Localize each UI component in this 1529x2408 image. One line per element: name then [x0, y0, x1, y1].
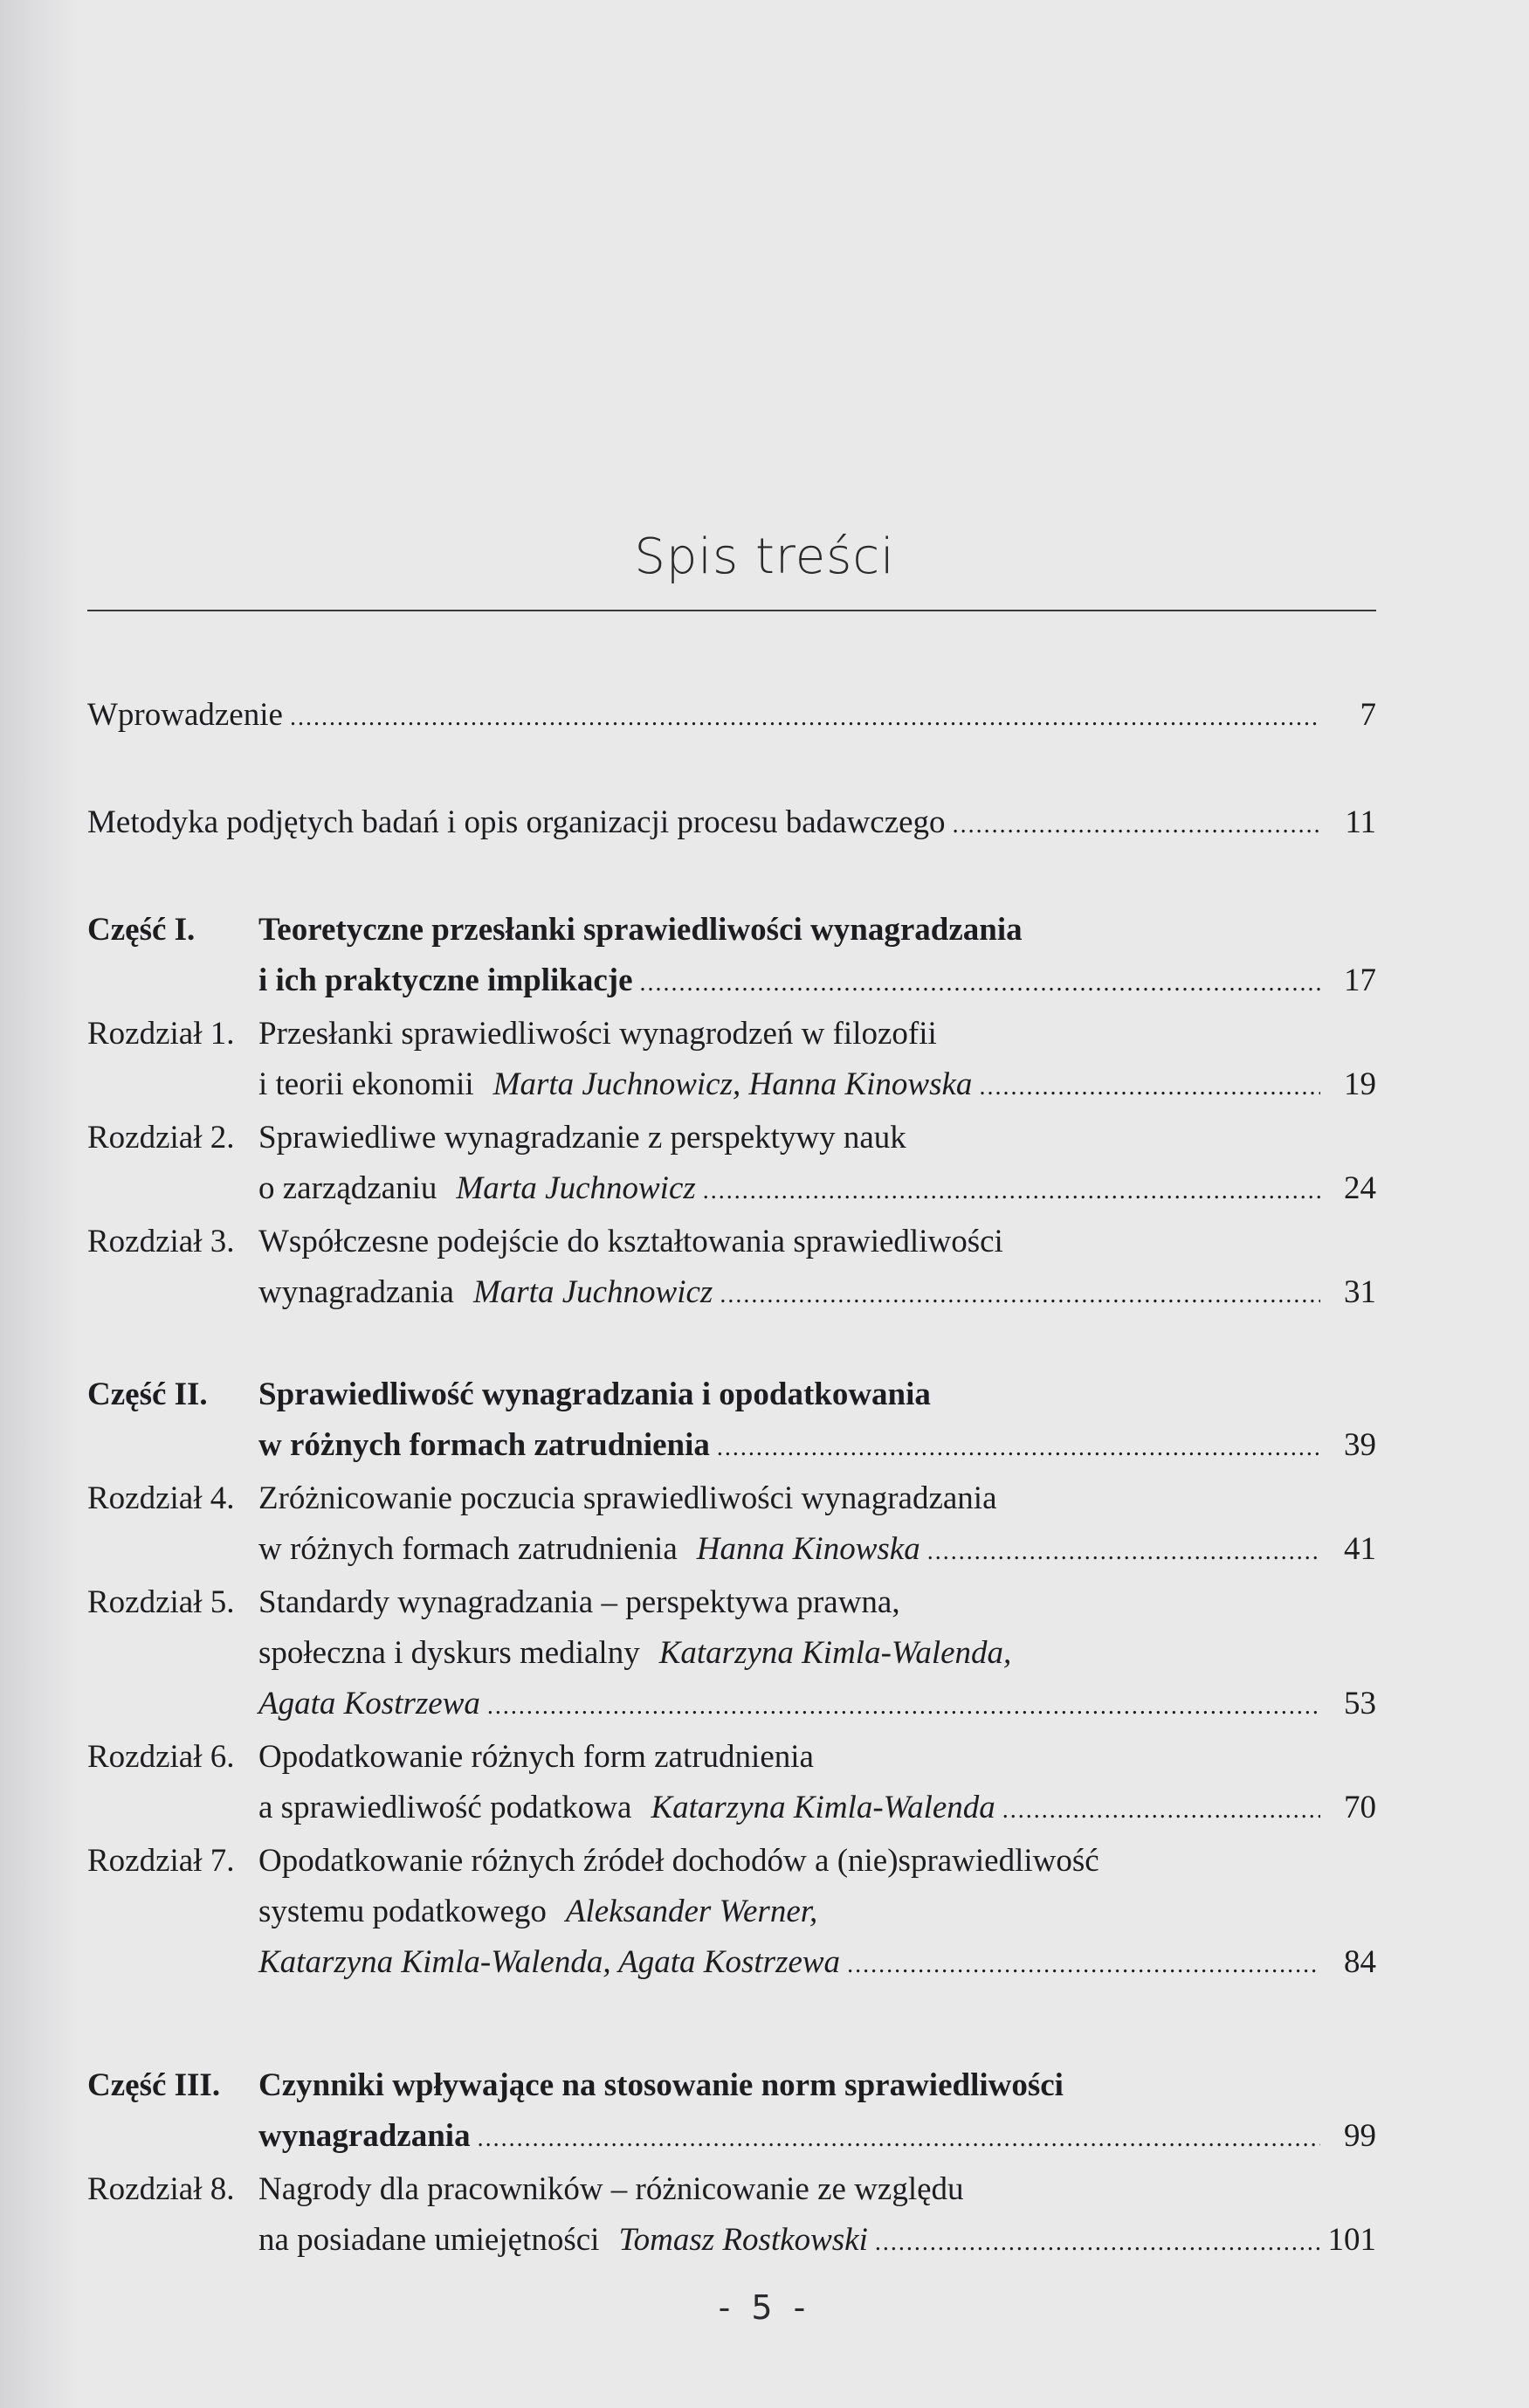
chapter-author: Katarzyna Kimla-Walenda	[651, 1790, 995, 1825]
toc-entry-methodology	[87, 797, 1376, 851]
toc-chapter-1	[87, 1009, 1376, 1113]
title-divider	[87, 610, 1376, 611]
toc-entry-title: Teoretyczne przesłanki sprawiedliwości wynagradzania	[258, 912, 1023, 948]
toc-entry-title: Sprawiedliwość wynagradzania i opodatkowania	[258, 1376, 931, 1412]
page-ref: 84	[1344, 1944, 1376, 1980]
chapter-title-part: społeczna i dyskurs medialny	[258, 1635, 640, 1671]
chapter-author: Hanna Kinowska	[696, 1531, 920, 1567]
toc-entry-title: Czynniki wpływające na stosowanie norm sprawiedliwości	[258, 2067, 1064, 2103]
dot-leader	[640, 958, 1320, 1009]
page-ref: 19	[1344, 1066, 1376, 1102]
chapter-label: Rozdział 8.	[87, 2171, 235, 2207]
toc-part-2	[87, 1370, 1376, 1473]
chapter-title-part: systemu podatkowego	[258, 1894, 547, 1929]
page-title: Spis treści	[634, 528, 895, 585]
dot-leader	[703, 1166, 1320, 1217]
toc-entry-title-cont	[258, 1628, 1376, 1679]
chapter-author: Marta Juchnowicz	[456, 1170, 696, 1206]
chapter-author-cont: Katarzyna Kimla-Walenda, Agata Kostrzewa	[258, 1944, 841, 1980]
page-ref: 99	[1344, 2118, 1376, 2154]
page-ref: 31	[1344, 1274, 1376, 1310]
page-ref: 7	[1360, 697, 1376, 733]
chapter-label: Rozdział 6.	[87, 1739, 235, 1775]
page-ref: 24	[1344, 1170, 1376, 1206]
toc-entry-title-cont: o zarządzaniu	[258, 1170, 437, 1206]
toc-chapter-6	[87, 1732, 1376, 1836]
toc-entry-introduction	[87, 690, 1376, 743]
chapter-author: Katarzyna Kimla-Walenda,	[658, 1635, 1012, 1671]
toc-chapter-2	[87, 1113, 1376, 1217]
toc-entry-title: Sprawiedliwe wynagradzanie z perspektywy nauk	[258, 1120, 906, 1156]
part-label: Część III.	[87, 2067, 221, 2103]
chapter-label: Rozdział 7.	[87, 1843, 235, 1879]
toc-entry-title-cont: w różnych formach zatrudnienia	[258, 1427, 710, 1463]
toc-entry-title: Nagrody dla pracowników – różnicowanie ze względu	[258, 2171, 964, 2207]
part-label: Część II.	[87, 1376, 208, 1412]
chapter-author: Aleksander Werner,	[565, 1894, 818, 1929]
dot-leader	[847, 1940, 1320, 1991]
dot-leader	[875, 2218, 1320, 2268]
table-of-contents	[87, 690, 1376, 2268]
page-ref: 41	[1344, 1531, 1376, 1567]
chapter-author: Marta Juchnowicz	[472, 1274, 713, 1310]
toc-entry-title-cont: i ich praktyczne implikacje	[258, 963, 633, 998]
dot-leader	[979, 1062, 1320, 1113]
chapter-author: Marta Juchnowicz, Hanna Kinowska	[492, 1066, 973, 1102]
toc-entry-title: Wprowadzenie	[87, 697, 283, 733]
dot-leader	[1002, 1785, 1320, 1836]
chapter-label: Rozdział 3.	[87, 1224, 235, 1259]
binding-shadow	[0, 0, 79, 2408]
toc-entry-title-cont: a sprawiedliwość podatkowa	[258, 1790, 632, 1825]
page-ref: 11	[1345, 804, 1376, 840]
chapter-author: Tomasz Rostkowski	[618, 2222, 868, 2258]
toc-entry-title-cont: wynagradzania	[258, 1274, 454, 1310]
toc-part-1	[87, 905, 1376, 1009]
page-ref: 53	[1344, 1686, 1376, 1721]
toc-chapter-7	[87, 1836, 1376, 1991]
toc-entry-title: Przesłanki sprawiedliwości wynagrodzeń w filozofii	[258, 1016, 937, 1052]
toc-entry-title: Opodatkowanie różnych form zatrudnienia	[258, 1739, 814, 1775]
dot-leader	[717, 1423, 1320, 1473]
toc-entry-title-cont	[258, 1887, 1376, 1937]
toc-entry-title: Opodatkowanie różnych źródeł dochodów a (nie)sprawiedliwość	[258, 1843, 1099, 1879]
chapter-label: Rozdział 1.	[87, 1016, 235, 1052]
dot-leader	[487, 1681, 1320, 1732]
toc-entry-title: Współczesne podejście do kształtowania sprawiedliwości	[258, 1224, 1003, 1259]
toc-entry-title: Standardy wynagradzania – perspektywa prawna,	[258, 1584, 900, 1620]
part-label: Część I.	[87, 912, 196, 948]
chapter-author-cont: Agata Kostrzewa	[258, 1686, 480, 1721]
toc-entry-title-cont: i teorii ekonomii	[258, 1066, 474, 1102]
page-ref: 39	[1344, 1427, 1376, 1463]
dot-leader	[953, 800, 1320, 851]
page-ref: 101	[1327, 2222, 1376, 2258]
page-number: - 5 -	[718, 2288, 811, 2327]
dot-leader	[478, 2114, 1320, 2164]
dot-leader	[290, 693, 1320, 743]
toc-part-3	[87, 2060, 1376, 2164]
toc-chapter-5	[87, 1577, 1376, 1732]
toc-entry-title-cont: wynagradzania	[258, 2118, 471, 2154]
toc-entry-title-cont: w różnych formach zatrudnienia	[258, 1531, 678, 1567]
toc-chapter-8	[87, 2164, 1376, 2268]
dot-leader	[927, 1527, 1320, 1577]
page-ref: 70	[1344, 1790, 1376, 1825]
toc-chapter-3	[87, 1217, 1376, 1321]
chapter-label: Rozdział 2.	[87, 1120, 235, 1156]
toc-chapter-4	[87, 1473, 1376, 1577]
toc-entry-title: Zróżnicowanie poczucia sprawiedliwości wynagradzania	[258, 1480, 997, 1516]
dot-leader	[720, 1270, 1320, 1321]
toc-entry-title: Metodyka podjętych badań i opis organizacji procesu badawczego	[87, 804, 946, 840]
page-ref: 17	[1344, 963, 1376, 998]
toc-entry-title-cont: na posiadane umiejętności	[258, 2222, 600, 2258]
chapter-label: Rozdział 4.	[87, 1480, 235, 1516]
chapter-label: Rozdział 5.	[87, 1584, 235, 1620]
